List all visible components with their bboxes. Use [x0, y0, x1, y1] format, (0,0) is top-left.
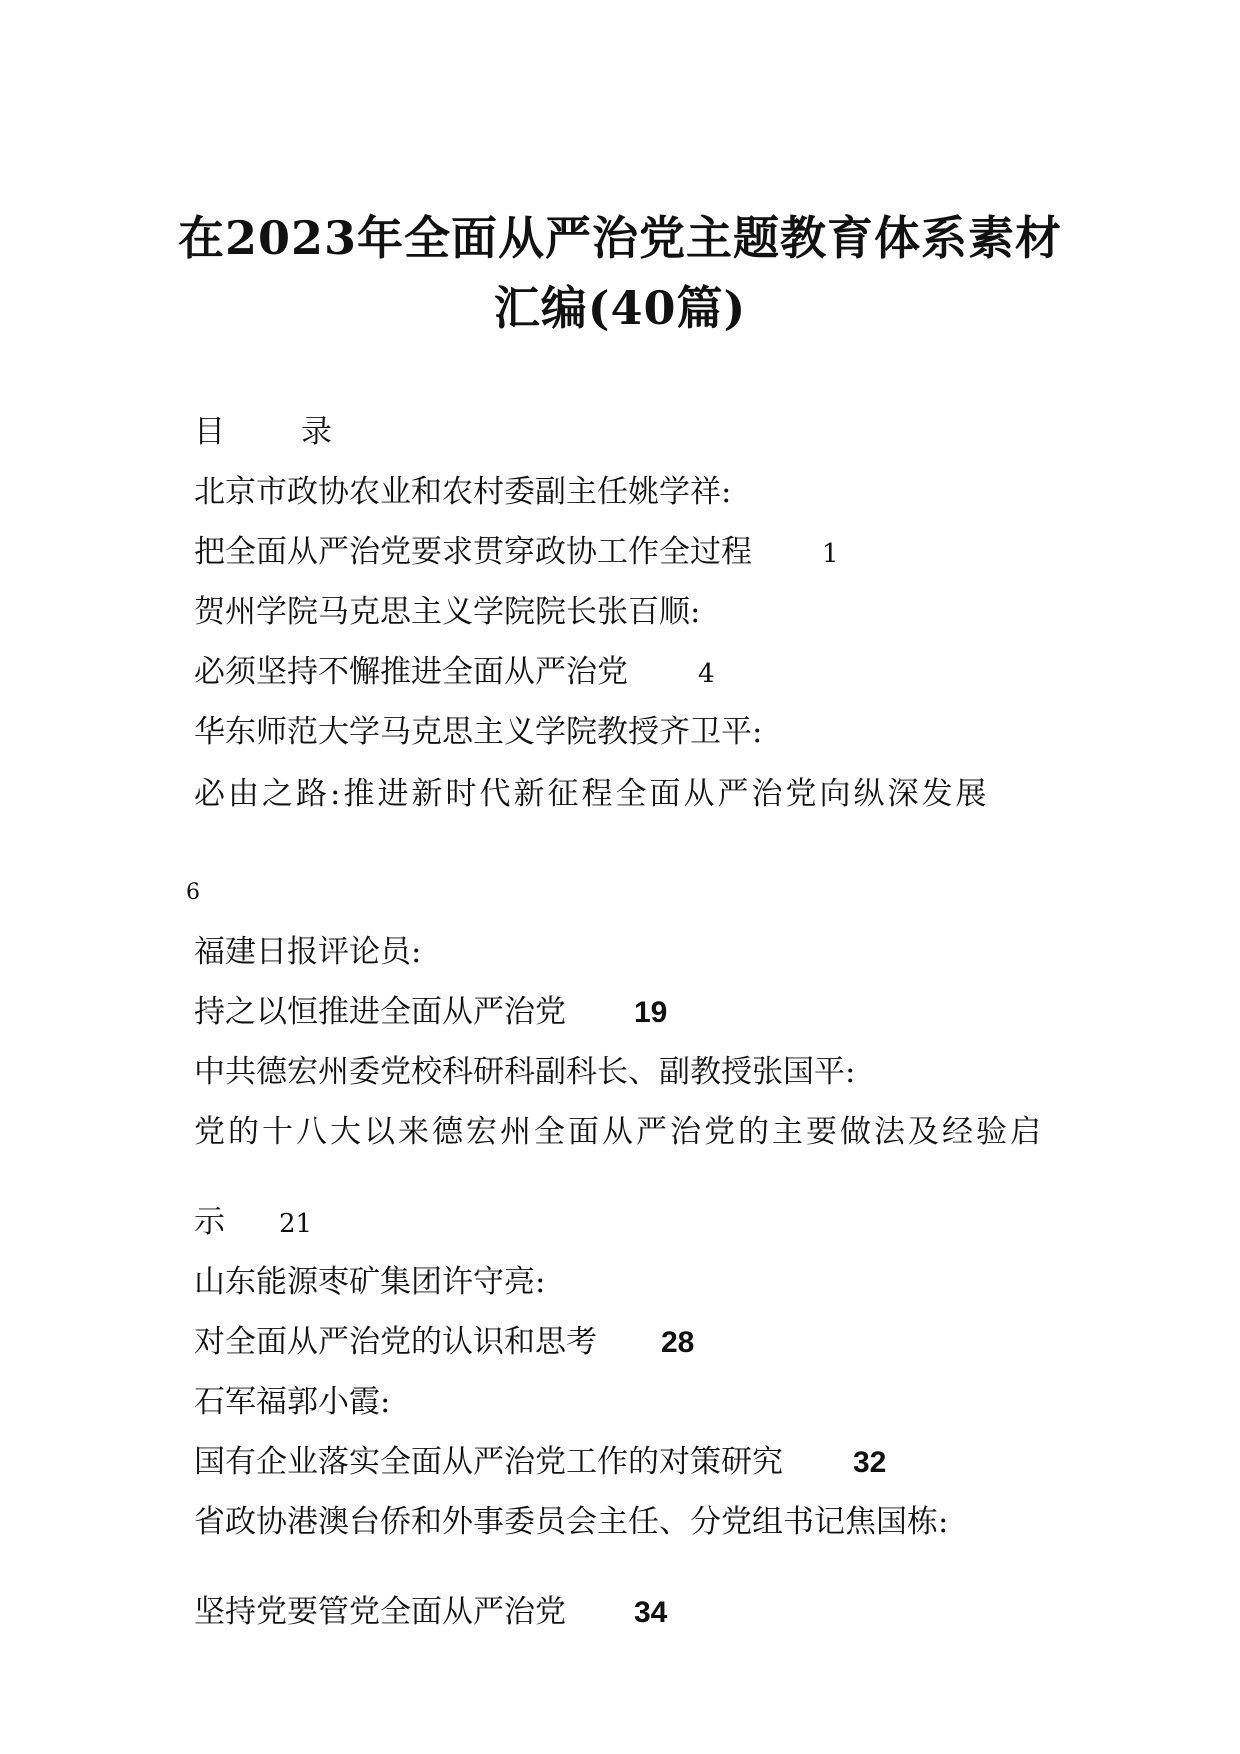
toc-heading	[194, 414, 332, 451]
toc-entry-page: 28	[661, 1326, 695, 1359]
toc-entry-author: 北京市政协农业和农村委副主任姚学祥:	[194, 474, 732, 510]
document-title-line2: 汇编(40篇)	[493, 281, 747, 335]
toc-entry-author: 石军福郭小霞:	[194, 1384, 391, 1420]
toc-entry-page: 21	[279, 1209, 313, 1239]
toc-entry-title-continued: 示	[194, 1204, 225, 1240]
toc-entry-author: 福建日报评论员:	[194, 934, 422, 970]
toc-entry-title: 党的十八大以来德宏州全面从严治党的主要做法及经验启	[194, 1114, 1044, 1150]
toc-entry-page: 34	[634, 1596, 668, 1629]
toc-entry-title: 把全面从严治党要求贯穿政协工作全过程	[194, 534, 752, 570]
toc-entry-article	[194, 1204, 312, 1241]
toc-entry-article	[194, 1324, 694, 1361]
toc-entry-article	[194, 1594, 667, 1631]
toc-entry-author: 中共德宏州委党校科研科副科长、副教授张国平:	[194, 1054, 856, 1090]
toc-entry-page: 1	[822, 539, 839, 569]
toc-entry-article	[194, 1444, 886, 1481]
toc-entry-title: 必须坚持不懈推进全面从严治党	[194, 654, 628, 690]
toc-entry-page: 4	[698, 659, 715, 689]
toc-heading-left: 目	[194, 414, 225, 450]
toc-entry-title: 对全面从严治党的认识和思考	[194, 1324, 597, 1360]
toc-entry-author: 华东师范大学马克思主义学院教授齐卫平:	[194, 714, 763, 750]
toc-entry-title: 坚持党要管党全面从严治党	[194, 1594, 566, 1630]
toc-entry-article	[194, 654, 715, 691]
toc-entry-page: 32	[853, 1446, 887, 1479]
toc-entry-title: 持之以恒推进全面从严治党	[194, 994, 566, 1030]
toc-entry-page: 19	[634, 996, 668, 1029]
document-title-line1: 在2023年全面从严治党主题教育体系素材	[177, 211, 1063, 265]
toc-entry-title: 必由之路:推进新时代新征程全面从严治党向纵深发展	[194, 776, 990, 812]
toc-heading-right: 录	[301, 414, 332, 450]
toc-entry-author: 省政协港澳台侨和外事委员会主任、分党组书记焦国栋:	[194, 1504, 949, 1540]
toc-entry-author: 贺州学院马克思主义学院院长张百顺:	[194, 594, 701, 630]
toc-entry-article	[194, 534, 839, 571]
toc-entry-page: 6	[186, 880, 200, 905]
toc-entry-title: 国有企业落实全面从严治党工作的对策研究	[194, 1444, 783, 1480]
toc-entry-article	[194, 994, 667, 1031]
toc-entry-author: 山东能源枣矿集团许守亮:	[194, 1264, 546, 1300]
